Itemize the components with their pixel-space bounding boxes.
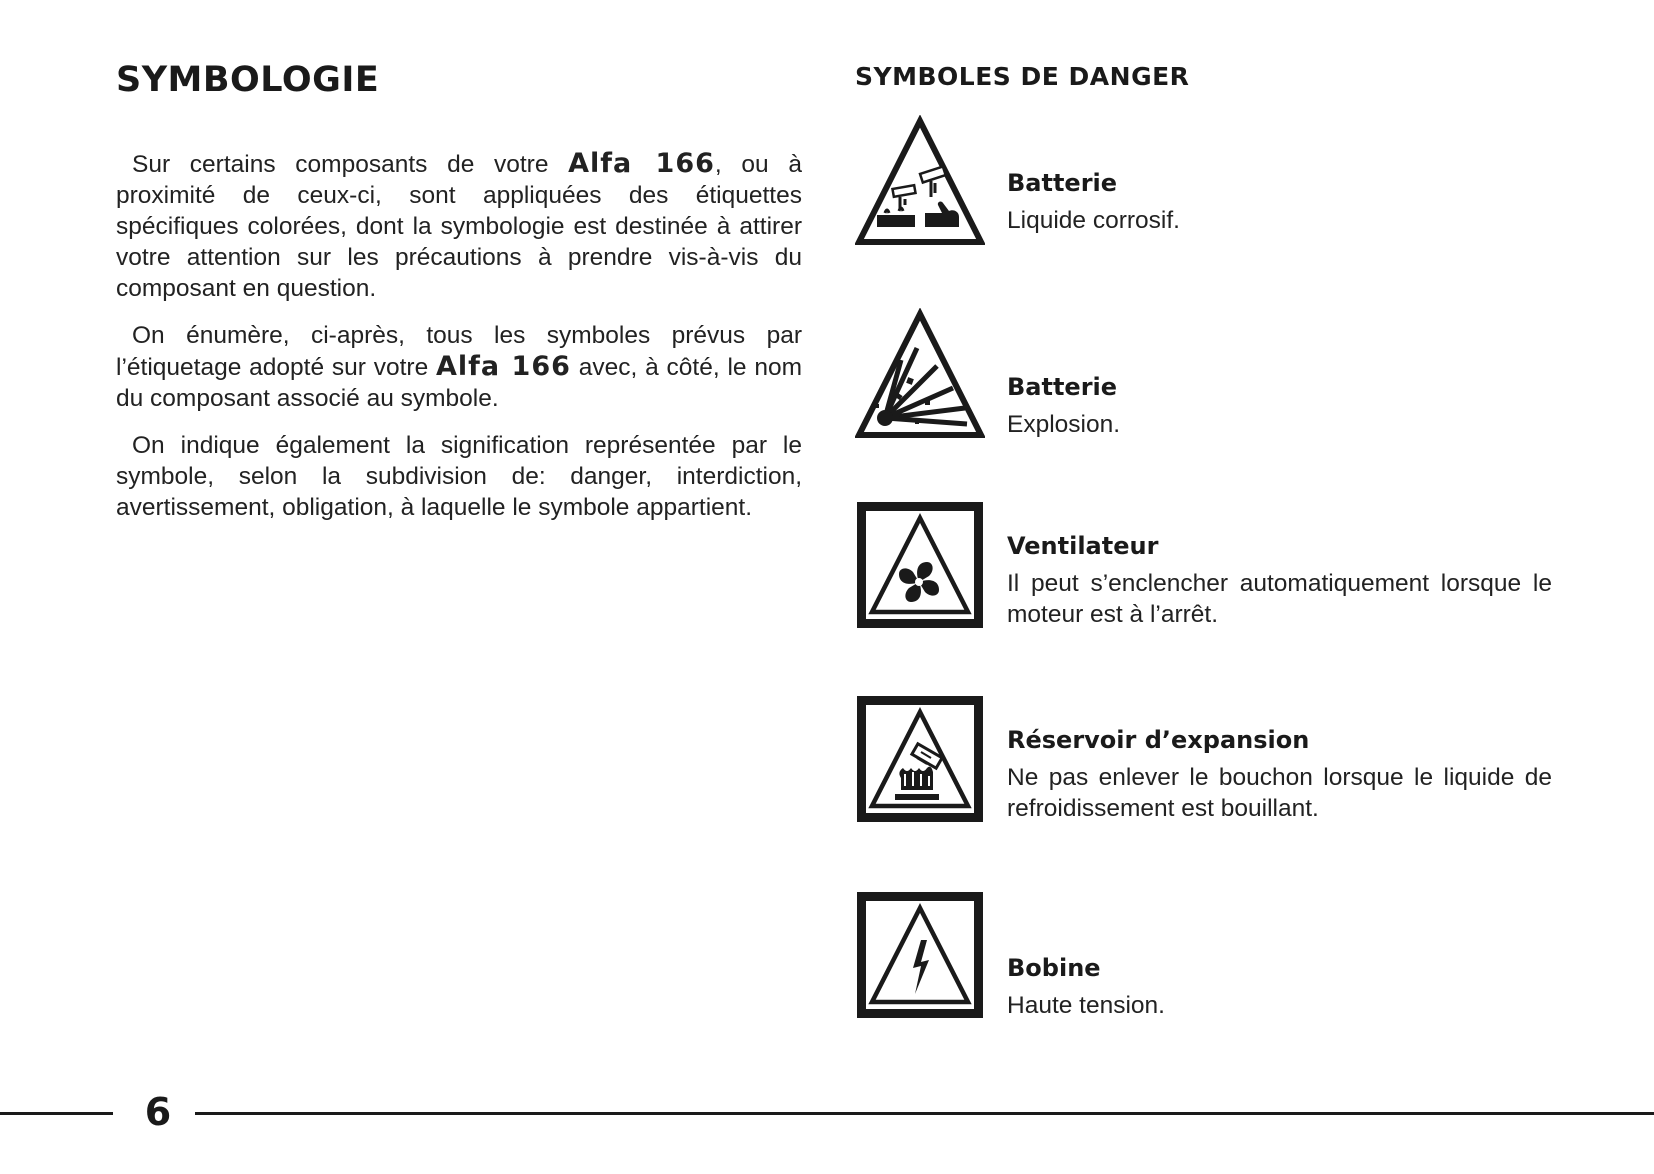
page-title: SYMBOLOGIE <box>116 60 380 100</box>
intro-paragraph-3: On indique également la signification représentée par le symbole, selon la subdivision de: danger, interdiction, avertissement, obligation, à laquelle le symbole appartient. <box>116 432 802 521</box>
high-voltage-icon <box>855 890 985 1020</box>
intro-p1-end: , ou à proximité de ceux-ci, sont appliquées des étiquettes spécifiques colorées, dont la symbologie est destinée à attirer votre attention sur les précautions à prendre vis-à-vis du composant en question. <box>116 151 802 302</box>
symbol-description: Haute tension. <box>1007 992 1165 1019</box>
page-number: 6 <box>144 1090 172 1134</box>
symbol-battery-corrosive <box>855 115 1555 245</box>
corrosive-icon <box>855 115 985 245</box>
intro-paragraph-2 <box>116 320 802 414</box>
symbol-name: Réservoir d’expansion <box>1007 726 1310 754</box>
intro-p2-end: avec, à côté, le nom du composant associé au symbole. <box>116 354 802 412</box>
symbol-description: Explosion. <box>1007 411 1121 438</box>
intro-paragraph-1 <box>116 148 802 304</box>
footer-rule-left <box>0 1112 113 1115</box>
symbol-fan <box>855 500 1555 630</box>
intro-p2-start: On énumère, ci-après, tous les symboles prévus par l’étiquetage adopté sur votre <box>116 322 802 381</box>
brand-name: Alfa 166 <box>568 148 715 179</box>
intro-text <box>116 148 802 539</box>
symbol-name: Batterie <box>1007 169 1118 197</box>
brand-name: Alfa 166 <box>436 351 571 382</box>
symbol-expansion-tank <box>855 694 1555 824</box>
symbol-name: Bobine <box>1007 954 1101 982</box>
symbol-coil <box>855 890 1555 1020</box>
symbol-description: Liquide corrosif. <box>1007 207 1180 234</box>
symbol-name: Batterie <box>1007 373 1118 401</box>
explosion-icon <box>855 308 985 438</box>
footer-rule-right <box>195 1112 1654 1115</box>
hot-coolant-icon <box>855 694 985 824</box>
symbol-description: Ne pas enlever le bouchon lorsque le liquide de refroidissement est bouillant. <box>1007 764 1552 822</box>
symbol-description: Il peut s’enclencher automatiquement lorsque le moteur est à l’arrêt. <box>1007 570 1552 628</box>
symbol-battery-explosion <box>855 308 1555 438</box>
symbol-name: Ventilateur <box>1007 532 1159 560</box>
fan-icon <box>855 500 985 630</box>
danger-section-title: SYMBOLES DE DANGER <box>855 62 1190 91</box>
intro-p1-start: Sur certains composants de votre <box>132 151 569 178</box>
